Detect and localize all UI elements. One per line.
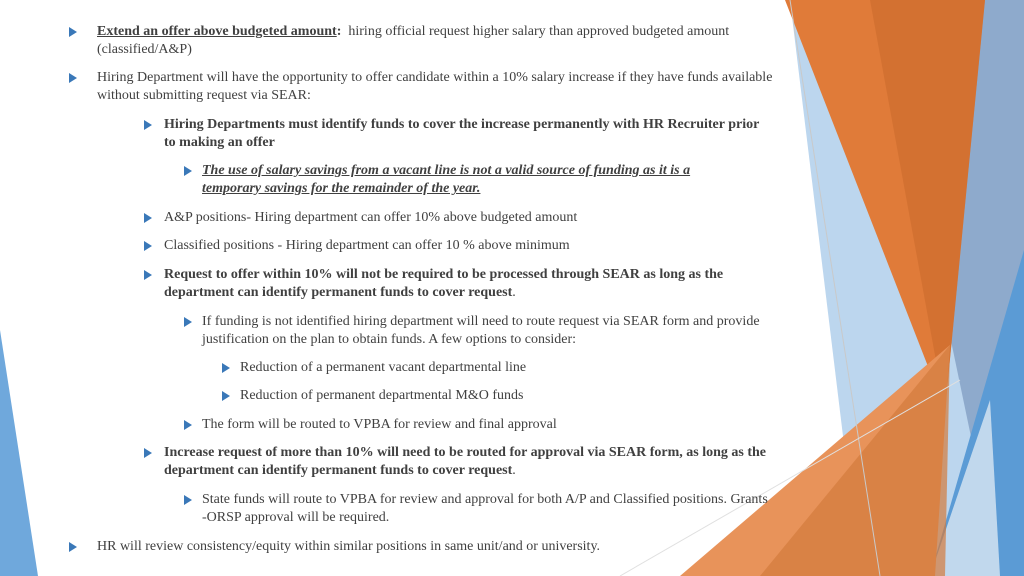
bullet-arrow-icon xyxy=(222,391,230,401)
bullet-item-funding-not-identified xyxy=(202,313,762,349)
bullet-text: State funds will route to VPBA for review and approval for both A/P and Classified positions. Grants -ORSP approval will be required. xyxy=(202,492,768,525)
bullet-arrow-icon xyxy=(144,241,152,251)
bullet-arrow-icon xyxy=(144,270,152,280)
bullet-arrow-icon xyxy=(144,213,152,223)
bullet-arrow-icon xyxy=(184,166,192,176)
bullet-item-hr-review xyxy=(97,538,737,556)
bullet-arrow-icon xyxy=(69,542,77,552)
left-blue-sliver xyxy=(0,330,38,576)
bullet-item-ap-positions xyxy=(164,209,774,227)
bullet-item-extend-offer xyxy=(97,23,737,59)
bullet-arrow-icon xyxy=(144,120,152,130)
bullet-arrow-icon xyxy=(184,495,192,505)
bullet-text: Classified positions - Hiring department can offer 10 % above minimum xyxy=(164,238,570,253)
bullet-text: Reduction of a permanent vacant departmental line xyxy=(240,360,527,375)
bullet-item-state-funds xyxy=(202,491,772,527)
bullet-text: The use of salary savings from a vacant line is not a valid source of funding as it is a temporary savings for the remainder of the year. xyxy=(202,163,691,196)
bullet-text: Reduction of permanent departmental M&O funds xyxy=(240,388,524,403)
bullet-item-request-within-10 xyxy=(164,266,774,302)
bullet-text: The form will be routed to VPBA for review and final approval xyxy=(202,417,557,432)
bullet-text: HR will review consistency/equity within similar positions in same unit/and or university. xyxy=(97,539,601,554)
bullet-arrow-icon xyxy=(222,363,230,373)
bullet-tail: . xyxy=(512,463,516,478)
bullet-text: Request to offer within 10% will not be required to be processed through SEAR as long as the department can identify permanent funds to cover request xyxy=(164,267,724,300)
bullet-arrow-icon xyxy=(69,27,77,37)
bullet-text: hiring official request higher salary than approved budgeted amount (classified/A&P) xyxy=(97,24,730,57)
bullet-item-vacant-line xyxy=(240,359,740,377)
bullet-text: If funding is not identified hiring department will need to route request via SEAR form and provide justification on the plan to obtain funds. A few options to consider: xyxy=(202,314,760,347)
bullet-arrow-icon xyxy=(144,448,152,458)
bullet-item-salary-savings xyxy=(202,162,742,198)
bullet-text: Hiring Departments must identify funds to cover the increase permanently with HR Recruiter prior to making an offer xyxy=(164,117,760,150)
bullet-heading: Extend an offer above budgeted amount xyxy=(97,24,337,39)
bullet-item-hiring-department xyxy=(97,69,777,105)
bullet-arrow-icon xyxy=(69,73,77,83)
bullet-text: A&P positions- Hiring department can offer 10% above budgeted amount xyxy=(164,210,578,225)
bullet-item-identify-funds xyxy=(164,116,774,152)
bullet-heading-colon: : xyxy=(336,24,342,39)
bullet-text: Hiring Department will have the opportunity to offer candidate within a 10% salary increase if they have funds available without submitting request via SEAR: xyxy=(97,70,773,103)
bullet-item-increase-more-than-10 xyxy=(164,444,774,480)
bullet-item-mo-funds xyxy=(240,387,740,405)
bullet-tail: . xyxy=(512,285,516,300)
bullet-text: Increase request of more than 10% will need to be routed for approval via SEAR form, as long as the department can identify permanent funds to cover request xyxy=(164,445,766,478)
bullet-item-form-routed xyxy=(202,416,762,434)
bullet-item-classified-positions xyxy=(164,237,774,255)
bullet-arrow-icon xyxy=(184,420,192,430)
bullet-arrow-icon xyxy=(184,317,192,327)
